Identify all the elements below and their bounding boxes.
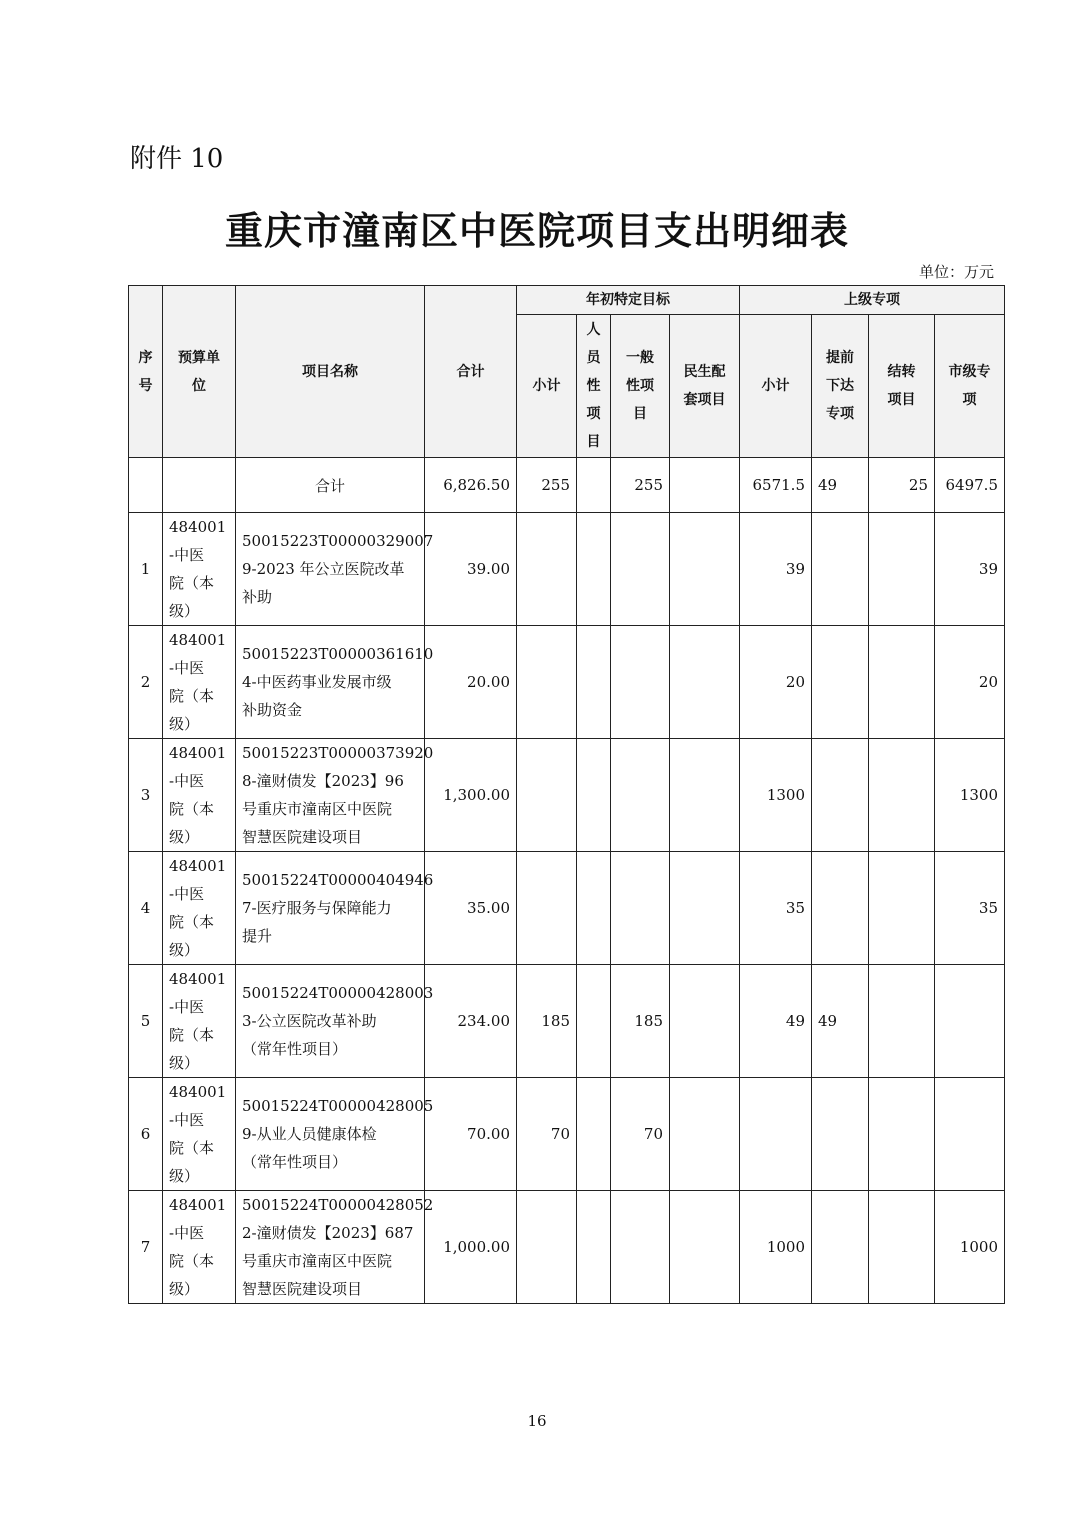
total-g1-general: 255	[611, 458, 670, 513]
table-row	[129, 739, 1005, 852]
total-g2-carryover: 25	[869, 458, 935, 513]
g1-general-cell: 70	[611, 1078, 670, 1191]
project-name-cell: 50015223T00000329007 9-2023 年公立医院改革 补助	[236, 513, 425, 626]
total-g2-advance: 49	[812, 458, 869, 513]
g2-carryover-cell	[869, 852, 935, 965]
g2-city-cell: 1000	[935, 1191, 1005, 1304]
seq-cell: 5	[129, 965, 163, 1078]
header-budget-unit: 预算单 位	[163, 286, 236, 458]
total-cell: 1,000.00	[425, 1191, 517, 1304]
total-label: 合计	[236, 458, 425, 513]
g2-advance-cell	[812, 1078, 869, 1191]
g2-advance-cell: 49	[812, 965, 869, 1078]
project-name-cell: 50015224T00000404946 7-医疗服务与保障能力 提升	[236, 852, 425, 965]
g1-personnel-cell	[577, 513, 611, 626]
total-cell: 70.00	[425, 1078, 517, 1191]
g2-subtotal-cell: 35	[740, 852, 812, 965]
project-name-cell: 50015224T00000428003 3-公立医院改革补助 （常年性项目）	[236, 965, 425, 1078]
unit-label: 单位：万元	[918, 263, 994, 281]
g1-personnel-cell	[577, 1078, 611, 1191]
g1-subtotal-cell	[517, 1191, 577, 1304]
table-row	[129, 513, 1005, 626]
g2-advance-cell	[812, 513, 869, 626]
total-cell: 234.00	[425, 965, 517, 1078]
g1-personnel-cell	[577, 1191, 611, 1304]
g2-city-cell: 35	[935, 852, 1005, 965]
g2-carryover-cell	[869, 513, 935, 626]
budget-unit-cell: 484001 -中医 院（本 级）	[163, 852, 236, 965]
project-name-cell: 50015223T00000361610 4-中医药事业发展市级 补助资金	[236, 626, 425, 739]
total-g2-city: 6497.5	[935, 458, 1005, 513]
budget-unit-cell: 484001 -中医 院（本 级）	[163, 1191, 236, 1304]
header-group-superior-special: 上级专项	[740, 286, 1005, 315]
g1-subtotal-cell	[517, 513, 577, 626]
header-g1-general: 一般 性项 目	[611, 315, 670, 458]
total-g2-subtotal: 6571.5	[740, 458, 812, 513]
expenditure-table	[128, 285, 1005, 1304]
total-total: 6,826.50	[425, 458, 517, 513]
header-seq: 序 号	[129, 286, 163, 458]
table-row	[129, 852, 1005, 965]
g1-subtotal-cell	[517, 739, 577, 852]
g2-carryover-cell	[869, 965, 935, 1078]
total-cell: 1,300.00	[425, 739, 517, 852]
total-cell: 35.00	[425, 852, 517, 965]
header-project-name: 项目名称	[236, 286, 425, 458]
total-cell: 39.00	[425, 513, 517, 626]
seq-cell: 6	[129, 1078, 163, 1191]
g1-general-cell	[611, 852, 670, 965]
header-g2-subtotal: 小计	[740, 315, 812, 458]
g2-advance-cell	[812, 739, 869, 852]
header-g1-subtotal: 小计	[517, 315, 577, 458]
header-g2-advance: 提前 下达 专项	[812, 315, 869, 458]
g1-personnel-cell	[577, 626, 611, 739]
g1-subtotal-cell	[517, 626, 577, 739]
g2-advance-cell	[812, 1191, 869, 1304]
seq-cell: 7	[129, 1191, 163, 1304]
g2-subtotal-cell	[740, 1078, 812, 1191]
header-g2-city: 市级专 项	[935, 315, 1005, 458]
budget-unit-cell: 484001 -中医 院（本 级）	[163, 965, 236, 1078]
g2-carryover-cell	[869, 1078, 935, 1191]
header-g1-livelihood: 民生配 套项目	[670, 315, 740, 458]
budget-unit-cell: 484001 -中医 院（本 级）	[163, 1078, 236, 1191]
header-g2-carryover: 结转 项目	[869, 315, 935, 458]
g2-city-cell: 39	[935, 513, 1005, 626]
seq-cell: 3	[129, 739, 163, 852]
budget-unit-cell: 484001 -中医 院（本 级）	[163, 626, 236, 739]
header-g1-personnel: 人 员 性 项 目	[577, 315, 611, 458]
g2-advance-cell	[812, 852, 869, 965]
g1-livelihood-cell	[670, 1078, 740, 1191]
project-name-cell: 50015224T00000428005 9-从业人员健康体检 （常年性项目）	[236, 1078, 425, 1191]
g2-city-cell: 20	[935, 626, 1005, 739]
g1-personnel-cell	[577, 739, 611, 852]
header-group-annual-targets: 年初特定目标	[517, 286, 740, 315]
project-name-cell: 50015224T00000428052 2-潼财债发【2023】687 号重庆市潼南区中医院 智慧医院建设项目	[236, 1191, 425, 1304]
total-row	[129, 458, 1005, 513]
project-name-cell: 50015223T00000373920 8-潼财债发【2023】96 号重庆市潼南区中医院 智慧医院建设项目	[236, 739, 425, 852]
g1-personnel-cell	[577, 852, 611, 965]
total-unit-cell	[163, 458, 236, 513]
g2-city-cell	[935, 1078, 1005, 1191]
seq-cell: 1	[129, 513, 163, 626]
budget-unit-cell: 484001 -中医 院（本 级）	[163, 513, 236, 626]
g1-subtotal-cell: 70	[517, 1078, 577, 1191]
g2-advance-cell	[812, 626, 869, 739]
g1-general-cell: 185	[611, 965, 670, 1078]
budget-unit-cell: 484001 -中医 院（本 级）	[163, 739, 236, 852]
g2-subtotal-cell: 49	[740, 965, 812, 1078]
total-g1-personnel	[577, 458, 611, 513]
g2-subtotal-cell: 39	[740, 513, 812, 626]
g1-subtotal-cell: 185	[517, 965, 577, 1078]
table-row	[129, 965, 1005, 1078]
g1-general-cell	[611, 626, 670, 739]
g2-carryover-cell	[869, 739, 935, 852]
g1-general-cell	[611, 1191, 670, 1304]
total-g1-subtotal: 255	[517, 458, 577, 513]
seq-cell: 2	[129, 626, 163, 739]
g2-carryover-cell	[869, 1191, 935, 1304]
g2-carryover-cell	[869, 626, 935, 739]
g1-general-cell	[611, 513, 670, 626]
g1-personnel-cell	[577, 965, 611, 1078]
g1-livelihood-cell	[670, 965, 740, 1078]
g1-livelihood-cell	[670, 739, 740, 852]
g1-general-cell	[611, 739, 670, 852]
total-cell: 20.00	[425, 626, 517, 739]
table-row	[129, 1078, 1005, 1191]
page-number: 16	[527, 1412, 547, 1430]
g1-livelihood-cell	[670, 852, 740, 965]
g1-livelihood-cell	[670, 513, 740, 626]
total-seq-cell	[129, 458, 163, 513]
header-total: 合计	[425, 286, 517, 458]
g2-subtotal-cell: 20	[740, 626, 812, 739]
g2-subtotal-cell: 1300	[740, 739, 812, 852]
g2-city-cell	[935, 965, 1005, 1078]
table-row	[129, 1191, 1005, 1304]
table-row	[129, 626, 1005, 739]
g2-subtotal-cell: 1000	[740, 1191, 812, 1304]
g1-livelihood-cell	[670, 626, 740, 739]
g1-subtotal-cell	[517, 852, 577, 965]
g2-city-cell: 1300	[935, 739, 1005, 852]
total-g1-livelihood	[670, 458, 740, 513]
page-title: 重庆市潼南区中医院项目支出明细表	[224, 209, 849, 253]
attachment-label: 附件 10	[130, 144, 224, 174]
g1-livelihood-cell	[670, 1191, 740, 1304]
seq-cell: 4	[129, 852, 163, 965]
